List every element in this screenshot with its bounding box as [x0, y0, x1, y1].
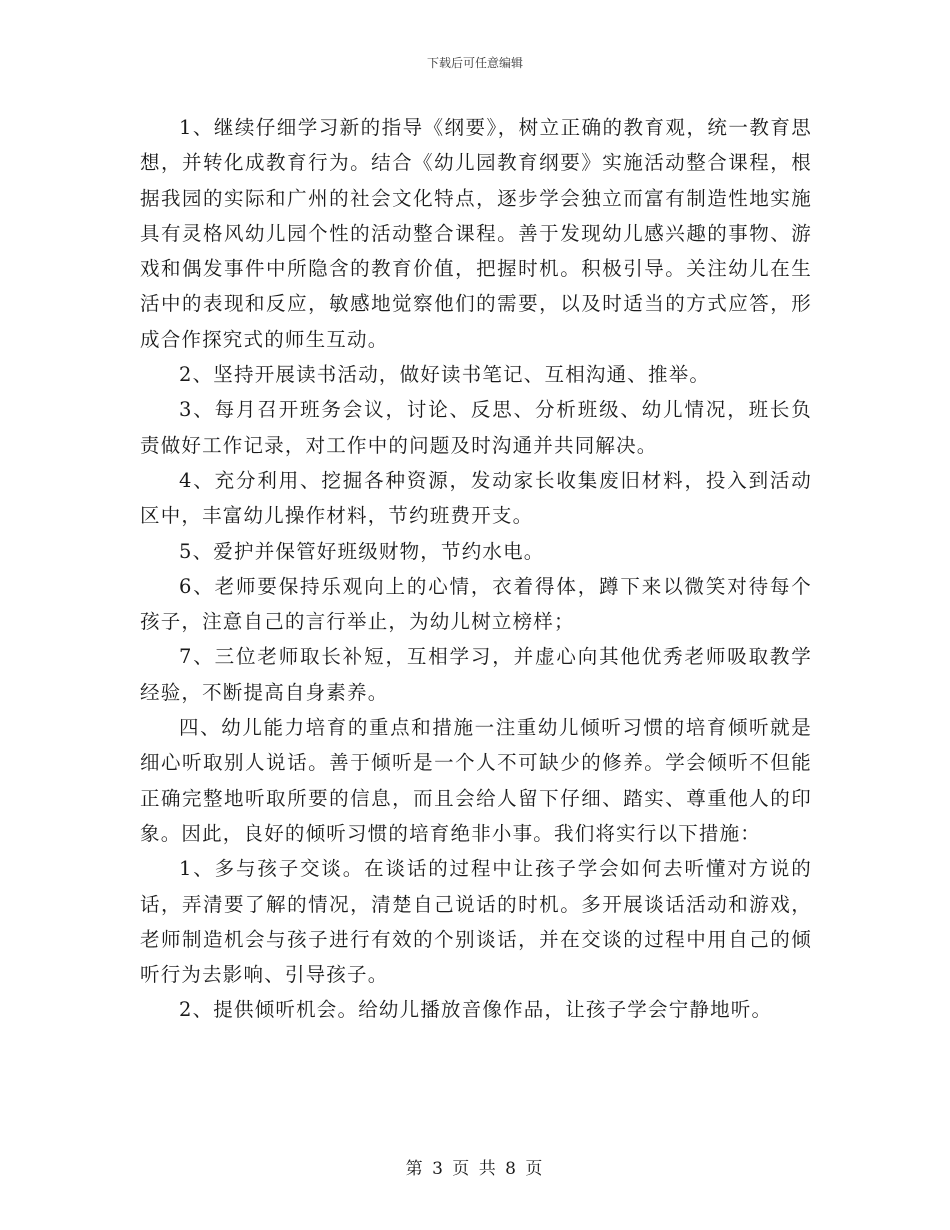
paragraph: 2、坚持开展读书活动，做好读书笔记、互相沟通、推举。	[179, 363, 711, 387]
document-body	[140, 110, 812, 1028]
page-number: 第 3 页 共 8 页	[405, 1159, 545, 1179]
paragraph: 6、老师要保持乐观向上的心情，衣着得体，蹲下来以微笑对待每个孩子，注意自己的言行举止，为幼儿树立榜样；	[140, 574, 812, 634]
paragraph: 1、多与孩子交谈。在谈话的过程中让孩子学会如何去听懂对方说的话，弄清要了解的情况，清楚自己说话的时机。多开展谈话活动和游戏，老师制造机会与孩子进行有效的个别谈话，并在交谈的过程中用自己的倾听行为去影响、引导孩子。	[140, 857, 812, 987]
paragraph: 5、爱护并保管好班级财物，节约水电。	[179, 539, 545, 563]
page-header: 下载后可任意编辑	[426, 56, 523, 70]
paragraph: 1、继续仔细学习新的指导《纲要》，树立正确的教育观，统一教育思想，并转化成教育行为。结合《幼儿园教育纲要》实施活动整合课程，根据我园的实际和广州的社会文化特点，逐步学会独立而富有制造性地实施具有灵格风幼儿园个性的活动整合课程。善于发现幼儿感兴趣的事物、游戏和偶发事件中所隐含的教育价值，把握时机。积极引导。关注幼儿在生活中的表现和反应，敏感地觉察他们的需要，以及时适当的方式应答，形成合作探究式的师生互动。	[140, 116, 812, 351]
paragraph: 4、充分利用、挖掘各种资源，发动家长收集废旧材料，投入到活动区中，丰富幼儿操作材料，节约班费开支。	[140, 468, 812, 528]
paragraph: 7、三位老师取长补短，互相学习，并虚心向其他优秀老师吸取教学经验，不断提高自身素养。	[140, 645, 812, 704]
paragraph: 四、幼儿能力培育的重点和措施一注重幼儿倾听习惯的培育倾听就是细心听取别人说话。善于倾听是一个人不可缺少的修养。学会倾听不但能正确完整地听取所要的信息，而且会给人留下仔细、踏实、尊重他人的印象。因此，良好的倾听习惯的培育绝非小事。我们将实行以下措施：	[140, 716, 812, 845]
paragraph: 3、每月召开班务会议，讨论、反思、分析班级、幼儿情况，班长负责做好工作记录，对工作中的问题及时沟通并共同解决。	[140, 398, 812, 457]
paragraph: 2、提供倾听机会。给幼儿播放音像作品，让孩子学会宁静地听。	[179, 998, 773, 1022]
